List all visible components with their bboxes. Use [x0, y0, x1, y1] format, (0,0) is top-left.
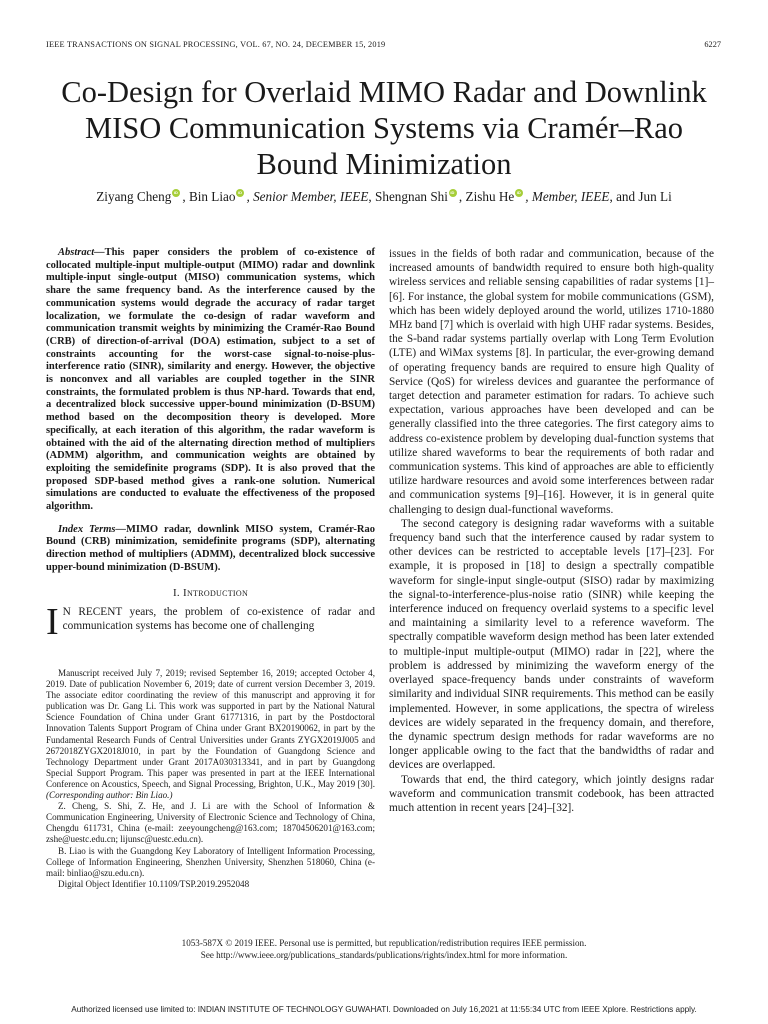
author-name: , Shengnan Shi: [368, 189, 448, 204]
left-column: [46, 247, 375, 643]
footnote-affiliation-2: B. Liao is with the Guangdong Key Laboratory of Intelligent Information Processing, College of Information Engineering, Shenzhen University, Shenzhen 518060, China (e-mail: binliao@szu.edu.cn).: [46, 845, 375, 878]
drop-cap: I: [46, 600, 59, 643]
orcid-icon[interactable]: [236, 189, 244, 197]
section-number: I.: [172, 586, 184, 599]
intro-paragraph: [46, 600, 375, 643]
footnotes: [46, 668, 375, 890]
author-name: , and Jun Li: [609, 189, 672, 204]
intro-caps: N RECENT: [62, 605, 123, 618]
copyright-line-2[interactable]: See http://www.ieee.org/publications_standards/publications/rights/index.html for more information.: [200, 949, 568, 960]
intro-text: years, the problem of co-existence of radar and communication systems has become one of challenging: [62, 605, 375, 632]
doi-line[interactable]: Digital Object Identifier 10.1109/TSP.2019.2952048: [58, 878, 250, 889]
orcid-icon[interactable]: [449, 189, 457, 197]
orcid-icon[interactable]: [172, 189, 180, 197]
title-line-1: Co-Design for Overlaid MIMO Radar and Downlink: [61, 75, 707, 109]
author-membership: , Senior Member, IEEE: [246, 189, 369, 204]
author-membership: , Member, IEEE: [525, 189, 610, 204]
author-list: [20, 189, 748, 205]
author-name: , Bin Liao: [182, 189, 236, 204]
orcid-icon[interactable]: [515, 189, 523, 197]
footnote-manuscript-text: Manuscript received July 7, 2019; revised September 16, 2019; accepted October 4, 2019. Date of publication November 6, 2019; date of current version December 3, 2019. The associate editor coordinating the review of this manuscript and approving it for publication was Dr. Gang Li. This work was supported in part by the National Natural Science Foundation of China under Grant 61771316, in part by the Postdoctoral Innovation Talents Support Program of China under Grant BX20190062, in part by the Fundamental Research Funds of Central Universities under Grants ZYGX2019J005 and 2672018ZYGX2018J010, in part by the Foundation of Guangdong Science and Technology Department under Grant 2017A030313341, and in part by Guangdong Special Support Program. This paper was presented in part at the IEEE International Conference on Acoustics, Speech, and Signal Processing, Brighton, U.K., May 2019 [30].: [46, 668, 375, 789]
author-name: , Zishu He: [458, 189, 515, 204]
page-number: 6227: [704, 40, 721, 49]
body-paragraph: issues in the fields of both radar and communication, because of the increased amounts of bandwidth required to ensure both high-quality wireless services and reliable sensing capabilities of radar systems [1]–[6]. For instance, the global system for mobile communications (GSM), which has been widely deployed around the world, utilizes 1710-1880 MHz band [7] which is overlaid with high UHF radar systems. Besides, the S-band radar systems partially overlap with Long Term Evolution (LTE) and WiMax systems [8]. In particular, the ever-growing demand of operating frequency bands are required to ensure high Quality of Service (QoS) for wireless devices and guarantee the performance of target detection and parameter estimation for radars. To achieve such expectation, various approaches have been developed and can be generally classified into the three categories. The first category aims to address co-existence problem by developing dual-function systems that utilize shared waveforms to bear the requirements of both radar and communication systems. This kind of approaches are able to efficiently utilize hardware resources and avoid some interferences between radar and communication systems [9]–[16]. However, it is in general quite challenging to design dual-functional waveforms.: [389, 248, 714, 516]
paper-title: [20, 74, 748, 182]
body-paragraph: The second category is designing radar waveforms with a suitable frequency band such that the interference caused by radar system to other devices can be restricted to acceptable levels [17]–[23]. For example, it is proposed in [18] to design a spectrally compatible waveform for single-input single-output (SISO) radar by maximizing the signal-to-interference-plus-noise ratio (SINR) while keeping the interference induced on frequency overlaid systems to a specific level and maintaining a similarity level to a reference waveform. The spectrally compatible waveform design method has been later extended to multiple-input multiple-output (MIMO) radar in [22], where the problem is addressed by minimizing the waveform energy of the overlayed space-frequency bands under constraints of waveform similarity and individual SINR requirements. This method can be easily implemented. However, in some applications, the spectra of wireless devices are widely separated in the frequency domain, and therefore, the dynamic spectrum design methods for radar waveforms are no longer applicable owing to the fact that the bandwidths of radar and devices are overlapped.: [389, 517, 714, 772]
title-line-2: MISO Communication Systems via Cramér–Rao: [84, 111, 684, 145]
index-terms-label: Index Terms—: [58, 523, 127, 535]
abstract: [46, 247, 375, 514]
section-title: Introduction: [183, 586, 249, 599]
body-paragraph: Towards that end, the third category, which jointly designs radar waveform and communication transmit codebook, has been attracted much attention in recent years [24]–[32].: [389, 773, 714, 814]
footnote-affiliation-1: Z. Cheng, S. Shi, Z. He, and J. Li are with the School of Information & Communication Engineering, University of Electronic Science and Technology of China, Chengdu 611731, China (e-mail: zeeyoungcheng@163.com; 18704506201@163.com; zshe@uestc.edu.cn; lijunsc@uestc.edu.cn).: [46, 801, 375, 845]
copyright-line-1: 1053-587X © 2019 IEEE. Personal use is permitted, but republication/redistribution requires IEEE permission.: [181, 938, 587, 948]
title-line-3: Bound Minimization: [256, 147, 512, 181]
section-heading: [46, 587, 375, 599]
index-terms: [46, 524, 375, 575]
footnote-manuscript: [46, 668, 375, 801]
license-banner: Authorized licensed use limited to: INDIAN INSTITUTE OF TECHNOLOGY GUWAHATI. Downloaded on July 16,2021 at 11:55:34 UTC from IEEE Xplore. Restrictions apply.: [71, 1005, 697, 1014]
right-column: [389, 247, 714, 815]
running-header: IEEE TRANSACTIONS ON SIGNAL PROCESSING, VOL. 67, NO. 24, DECEMBER 15, 2019: [46, 40, 386, 49]
corresponding-author: (Corresponding author: Bin Liao.): [46, 790, 173, 801]
abstract-text: This paper considers the problem of co-existence of collocated multiple-input multiple-output (MIMO) radar and downlink multiple-input single-output (MISO) communication systems, which share the same frequency band. As the interference caused by the communication systems would degrade the accuracy of radar target localization, we formulate the co-design of radar waveform and communication transmit weights by minimizing the Cramér-Rao Bound (CRB) of direction-of-arrival (DOA) estimation, subject to a set of constraints accounting for the worst-case signal-to-noise-plus-interference ratio (SINR), similarity and energy. However, the objective is nonconvex and all variables are coupled together in the SINR constraints, the formulated problem is thus NP-hard. Towards that end, a decentralized block successive upper-bound minimization (D-BSUM) method based on the decomposition theory is developed. More specifically, at each iteration of this algorithm, the radar waveform is obtained with the aid of the alternating direction method of multipliers (ADMM) algorithm, and communication weights are obtained by exploiting the semidefinite programs (SDP). It is also proved that the proposed SDP-based method gives a rank-one solution. Numerical simulations are conducted to evaluate the effectiveness of the proposed algorithm.: [46, 247, 375, 513]
abstract-label: Abstract—: [58, 247, 105, 258]
copyright-notice: [20, 938, 748, 961]
index-terms-text: MIMO radar, downlink MISO system, Cramér-Rao Bound (CRB) minimization, semidefinite programs (SDP), alternating direction method of multipliers (ADMM), decentralized block successive upper-bound minimization (D-BSUM).: [46, 523, 375, 573]
author-name: Ziyang Cheng: [96, 189, 172, 204]
